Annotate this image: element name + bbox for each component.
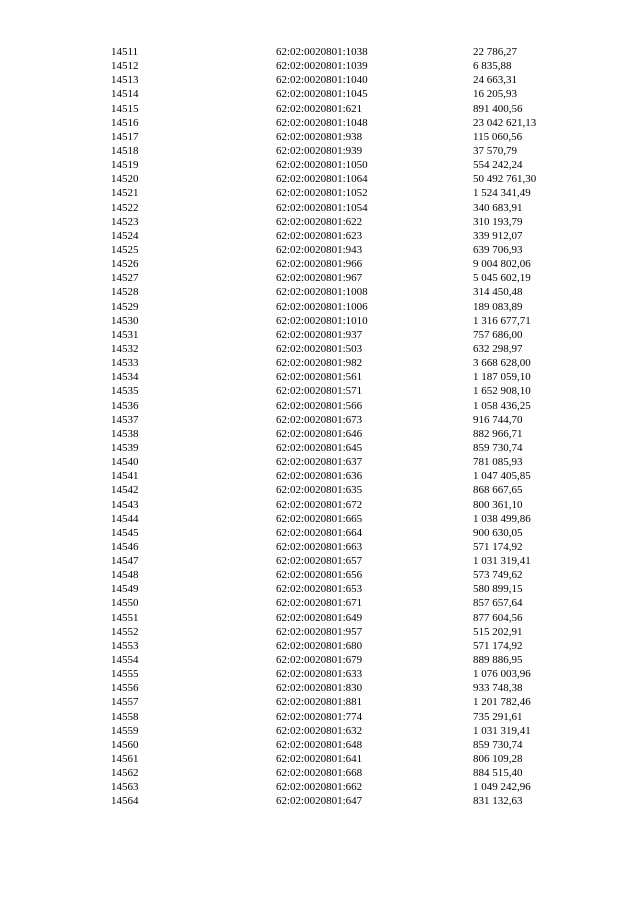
cadastral-number: 62:02:0020801:503 — [276, 342, 363, 355]
row-number: 14558 — [111, 710, 139, 723]
table-row — [0, 554, 640, 568]
cadastral-value: 877 604,56 — [473, 611, 523, 624]
table-row — [0, 285, 640, 299]
cadastral-number: 62:02:0020801:648 — [276, 738, 363, 751]
table-row — [0, 172, 640, 186]
cadastral-number: 62:02:0020801:1050 — [276, 159, 368, 172]
row-number: 14538 — [111, 427, 139, 440]
cadastral-value: 310 193,79 — [473, 215, 523, 228]
row-number: 14520 — [111, 173, 139, 186]
cadastral-value: 859 730,74 — [473, 738, 523, 751]
cadastral-value: 806 109,28 — [473, 753, 523, 766]
row-number: 14550 — [111, 597, 139, 610]
cadastral-value: 1 049 242,96 — [473, 781, 531, 794]
cadastral-value: 3 668 628,00 — [473, 357, 531, 370]
cadastral-number: 62:02:0020801:671 — [276, 597, 363, 610]
table-row — [0, 243, 640, 257]
table-row — [0, 59, 640, 73]
row-number: 14513 — [111, 74, 139, 87]
row-number: 14522 — [111, 201, 139, 214]
cadastral-number: 62:02:0020801:830 — [276, 682, 363, 695]
cadastral-value: 580 899,15 — [473, 583, 523, 596]
cadastral-number: 62:02:0020801:1010 — [276, 314, 368, 327]
cadastral-value: 6 835,88 — [473, 60, 512, 73]
cadastral-value: 831 132,63 — [473, 795, 523, 808]
table-row — [0, 130, 640, 144]
cadastral-number: 62:02:0020801:1054 — [276, 201, 368, 214]
cadastral-number: 62:02:0020801:1006 — [276, 300, 368, 313]
cadastral-number: 62:02:0020801:774 — [276, 710, 363, 723]
cadastral-number: 62:02:0020801:679 — [276, 654, 363, 667]
table-row — [0, 455, 640, 469]
cadastral-value: 1 047 405,85 — [473, 470, 531, 483]
cadastral-number: 62:02:0020801:1038 — [276, 46, 368, 58]
row-number: 14517 — [111, 130, 139, 143]
cadastral-value: 933 748,38 — [473, 682, 523, 695]
table-row — [0, 201, 640, 215]
table-row — [0, 427, 640, 441]
cadastral-number: 62:02:0020801:621 — [276, 102, 363, 115]
cadastral-value: 800 361,10 — [473, 498, 523, 511]
table-row — [0, 498, 640, 512]
cadastral-value: 189 083,89 — [473, 300, 523, 313]
cadastral-number: 62:02:0020801:636 — [276, 470, 363, 483]
table-row — [0, 738, 640, 752]
row-number: 14541 — [111, 470, 139, 483]
table-row — [0, 582, 640, 596]
row-number: 14524 — [111, 229, 139, 242]
cadastral-number: 62:02:0020801:937 — [276, 328, 363, 341]
cadastral-number: 62:02:0020801:657 — [276, 555, 363, 568]
row-number: 14529 — [111, 300, 139, 313]
row-number: 14563 — [111, 781, 139, 794]
cadastral-number: 62:02:0020801:668 — [276, 767, 363, 780]
cadastral-value: 859 730,74 — [473, 441, 523, 454]
cadastral-number: 62:02:0020801:938 — [276, 130, 363, 143]
row-number: 14557 — [111, 696, 139, 709]
cadastral-number: 62:02:0020801:637 — [276, 456, 363, 469]
row-number: 14530 — [111, 314, 139, 327]
cadastral-number: 62:02:0020801:680 — [276, 639, 363, 652]
cadastral-value: 573 749,62 — [473, 569, 523, 582]
cadastral-number: 62:02:0020801:566 — [276, 399, 363, 412]
cadastral-value: 868 667,65 — [473, 484, 523, 497]
table-row — [0, 695, 640, 709]
cadastral-number: 62:02:0020801:967 — [276, 272, 363, 285]
table-row — [0, 512, 640, 526]
row-number: 14519 — [111, 159, 139, 172]
table-row — [0, 667, 640, 681]
table-row — [0, 300, 640, 314]
table-row — [0, 766, 640, 780]
cadastral-value: 5 045 602,19 — [473, 272, 531, 285]
table-row — [0, 724, 640, 738]
cadastral-number: 62:02:0020801:662 — [276, 781, 363, 794]
table-row — [0, 568, 640, 582]
table-row — [0, 384, 640, 398]
row-number: 14562 — [111, 767, 139, 780]
cadastral-number: 62:02:0020801:635 — [276, 484, 363, 497]
row-number: 14531 — [111, 328, 139, 341]
row-number: 14516 — [111, 116, 139, 129]
row-number: 14564 — [111, 795, 139, 808]
cadastral-number: 62:02:0020801:672 — [276, 498, 363, 511]
row-number: 14545 — [111, 526, 139, 539]
row-number: 14518 — [111, 144, 139, 157]
cadastral-value: 50 492 761,30 — [473, 173, 537, 186]
cadastral-value: 916 744,70 — [473, 413, 523, 426]
table-row — [0, 780, 640, 794]
cadastral-number: 62:02:0020801:646 — [276, 427, 363, 440]
cadastral-value: 571 174,92 — [473, 639, 523, 652]
row-number: 14527 — [111, 272, 139, 285]
cadastral-value: 22 786,27 — [473, 46, 517, 58]
table-row — [0, 102, 640, 116]
row-number: 14532 — [111, 342, 139, 355]
cadastral-value: 339 912,07 — [473, 229, 523, 242]
cadastral-value: 9 004 802,06 — [473, 258, 531, 271]
row-number: 14556 — [111, 682, 139, 695]
table-row — [0, 186, 640, 200]
cadastral-number: 62:02:0020801:632 — [276, 724, 363, 737]
table-row — [0, 271, 640, 285]
table-row — [0, 116, 640, 130]
table-row — [0, 356, 640, 370]
cadastral-number: 62:02:0020801:1048 — [276, 116, 368, 129]
table-row — [0, 314, 640, 328]
cadastral-value: 16 205,93 — [473, 88, 517, 101]
cadastral-value: 115 060,56 — [473, 130, 523, 143]
row-number: 14523 — [111, 215, 139, 228]
cadastral-number: 62:02:0020801:571 — [276, 385, 363, 398]
row-number: 14560 — [111, 738, 139, 751]
row-number: 14540 — [111, 456, 139, 469]
cadastral-value: 884 515,40 — [473, 767, 523, 780]
table-row — [0, 752, 640, 766]
table-row — [0, 370, 640, 384]
table-row — [0, 710, 640, 724]
row-number: 14554 — [111, 654, 139, 667]
cadastral-value: 515 202,91 — [473, 625, 523, 638]
row-number: 14535 — [111, 385, 139, 398]
table-row — [0, 596, 640, 610]
table-row — [0, 794, 640, 808]
cadastral-number: 62:02:0020801:622 — [276, 215, 363, 228]
cadastral-number: 62:02:0020801:649 — [276, 611, 363, 624]
row-number: 14543 — [111, 498, 139, 511]
cadastral-number: 62:02:0020801:1064 — [276, 173, 368, 186]
cadastral-value: 882 966,71 — [473, 427, 523, 440]
row-number: 14548 — [111, 569, 139, 582]
cadastral-value: 639 706,93 — [473, 243, 523, 256]
cadastral-value: 632 298,97 — [473, 342, 523, 355]
row-number: 14526 — [111, 258, 139, 271]
row-number: 14559 — [111, 724, 139, 737]
row-number: 14552 — [111, 625, 139, 638]
cadastral-number: 62:02:0020801:664 — [276, 526, 363, 539]
table-row — [0, 653, 640, 667]
row-number: 14561 — [111, 753, 139, 766]
cadastral-value: 1 038 499,86 — [473, 512, 531, 525]
cadastral-number: 62:02:0020801:656 — [276, 569, 363, 582]
row-number: 14542 — [111, 484, 139, 497]
table-row — [0, 328, 640, 342]
row-number: 14533 — [111, 357, 139, 370]
cadastral-value: 1 031 319,41 — [473, 724, 531, 737]
table-row — [0, 87, 640, 101]
table-row — [0, 342, 640, 356]
cadastral-number: 62:02:0020801:663 — [276, 540, 363, 553]
cadastral-value: 781 085,93 — [473, 456, 523, 469]
cadastral-value: 314 450,48 — [473, 286, 523, 299]
cadastral-number: 62:02:0020801:1052 — [276, 187, 368, 200]
cadastral-number: 62:02:0020801:1008 — [276, 286, 368, 299]
cadastral-value: 24 663,31 — [473, 74, 517, 87]
table-row — [0, 215, 640, 229]
row-number: 14546 — [111, 540, 139, 553]
row-number: 14539 — [111, 441, 139, 454]
cadastral-value: 571 174,92 — [473, 540, 523, 553]
table-row — [0, 45, 640, 59]
table-row — [0, 540, 640, 554]
cadastral-value: 1 524 341,49 — [473, 187, 531, 200]
row-number: 14514 — [111, 88, 139, 101]
table-row — [0, 639, 640, 653]
cadastral-value: 735 291,61 — [473, 710, 523, 723]
cadastral-number: 62:02:0020801:561 — [276, 371, 363, 384]
row-number: 14534 — [111, 371, 139, 384]
cadastral-number: 62:02:0020801:939 — [276, 144, 363, 157]
cadastral-value: 1 187 059,10 — [473, 371, 531, 384]
table-row — [0, 681, 640, 695]
cadastral-number: 62:02:0020801:881 — [276, 696, 363, 709]
row-number: 14525 — [111, 243, 139, 256]
cadastral-value: 37 570,79 — [473, 144, 517, 157]
cadastral-value: 900 630,05 — [473, 526, 523, 539]
cadastral-value: 23 042 621,13 — [473, 116, 537, 129]
cadastral-value: 340 683,91 — [473, 201, 523, 214]
table-row — [0, 483, 640, 497]
table-row — [0, 229, 640, 243]
cadastral-number: 62:02:0020801:665 — [276, 512, 363, 525]
table-row — [0, 399, 640, 413]
row-number: 14547 — [111, 555, 139, 568]
cadastral-number: 62:02:0020801:1040 — [276, 74, 368, 87]
cadastral-number: 62:02:0020801:653 — [276, 583, 363, 596]
table-row — [0, 257, 640, 271]
row-number: 14512 — [111, 60, 139, 73]
cadastral-number: 62:02:0020801:641 — [276, 753, 363, 766]
cadastral-value: 891 400,56 — [473, 102, 523, 115]
cadastral-value: 1 058 436,25 — [473, 399, 531, 412]
row-number: 14511 — [111, 46, 139, 58]
row-number: 14536 — [111, 399, 139, 412]
cadastral-number: 62:02:0020801:943 — [276, 243, 363, 256]
table-row — [0, 144, 640, 158]
row-number: 14549 — [111, 583, 139, 596]
cadastral-value: 757 686,00 — [473, 328, 523, 341]
cadastral-value: 1 031 319,41 — [473, 555, 531, 568]
cadastral-number: 62:02:0020801:673 — [276, 413, 363, 426]
row-number: 14528 — [111, 286, 139, 299]
cadastral-number: 62:02:0020801:1045 — [276, 88, 368, 101]
row-number: 14551 — [111, 611, 139, 624]
cadastral-number: 62:02:0020801:957 — [276, 625, 363, 638]
cadastral-value: 554 242,24 — [473, 159, 523, 172]
cadastral-value: 1 076 003,96 — [473, 668, 531, 681]
table-row — [0, 158, 640, 172]
cadastral-number: 62:02:0020801:1039 — [276, 60, 368, 73]
table-row — [0, 441, 640, 455]
cadastral-number: 62:02:0020801:623 — [276, 229, 363, 242]
row-number: 14555 — [111, 668, 139, 681]
cadastral-value: 857 657,64 — [473, 597, 523, 610]
table-row — [0, 413, 640, 427]
cadastral-value: 1 652 908,10 — [473, 385, 531, 398]
cadastral-value: 1 316 677,71 — [473, 314, 531, 327]
table-row — [0, 73, 640, 87]
cadastral-number: 62:02:0020801:982 — [276, 357, 363, 370]
cadastral-number: 62:02:0020801:645 — [276, 441, 363, 454]
cadastral-number: 62:02:0020801:966 — [276, 258, 363, 271]
row-number: 14537 — [111, 413, 139, 426]
row-number: 14515 — [111, 102, 139, 115]
row-number: 14553 — [111, 639, 139, 652]
table-row — [0, 611, 640, 625]
table-row — [0, 526, 640, 540]
data-table — [0, 45, 640, 809]
cadastral-number: 62:02:0020801:633 — [276, 668, 363, 681]
table-row — [0, 625, 640, 639]
table-row — [0, 469, 640, 483]
cadastral-number: 62:02:0020801:647 — [276, 795, 363, 808]
row-number: 14544 — [111, 512, 139, 525]
cadastral-value: 1 201 782,46 — [473, 696, 531, 709]
row-number: 14521 — [111, 187, 139, 200]
cadastral-value: 889 886,95 — [473, 654, 523, 667]
